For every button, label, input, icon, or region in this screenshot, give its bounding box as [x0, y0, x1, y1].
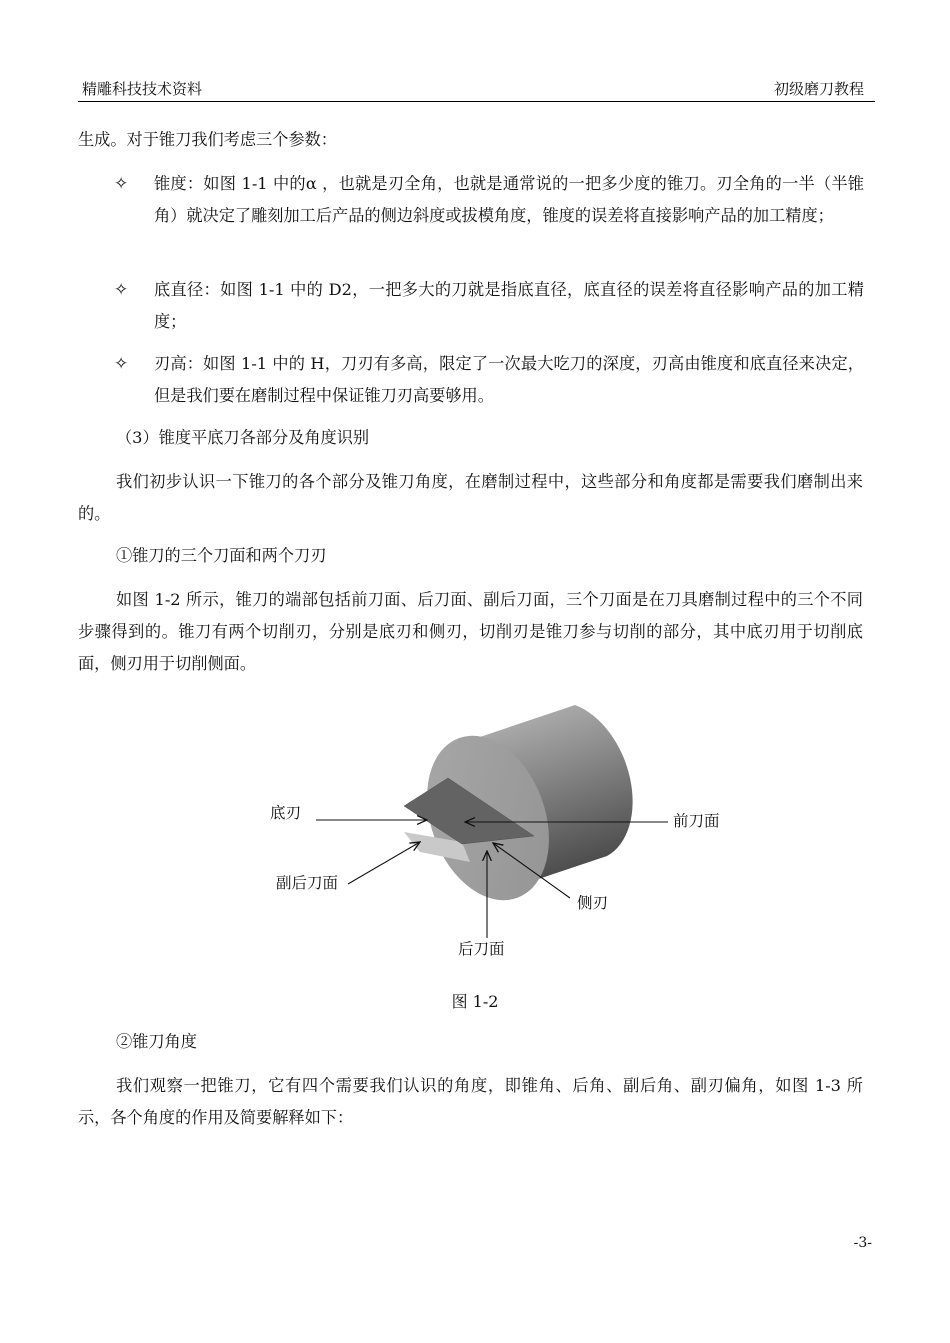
label-rake-face: 前刀面 — [673, 812, 720, 830]
bullet-icon: ✧ — [114, 354, 129, 374]
para-angles: 我们观察一把锥刀，它有四个需要我们认识的角度，即锥角、后角、副后角、副刃偏角，如图 1-3 所示，各个角度的作用及简要解释如下： — [78, 1076, 863, 1127]
bullet-text: 刃高：如图 1-1 中的 H，刀刃有多高，限定了一次最大吃刀的深度，刃高由锥度和底直径来决定，但是我们要在磨制过程中保证锥刀刃高要够用。 — [154, 354, 864, 405]
figure-caption: 图 1-2 — [451, 992, 499, 1011]
label-side-edge: 侧刃 — [577, 894, 609, 912]
header-left: 精雕科技技术资料 — [82, 80, 203, 98]
section3-title: （3）锥度平底刀各部分及角度识别 — [116, 428, 370, 447]
sub1-title: ①锥刀的三个刀面和两个刀刃 — [116, 546, 327, 565]
label-secondary-flank: 副后刀面 — [276, 874, 339, 892]
bullet-icon: ✧ — [114, 280, 129, 300]
para-faces-edges: 如图 1-2 所示，锥刀的端部包括前刀面、后刀面、副后刀面，三个刀面是在刀具磨制过程中的三个不同步骤得到的。锥刀有两个切削刃，分别是底刃和侧刃，切削刃是锥刀参与切削的部分，其中底刃用于切削底面，侧刃用于切削侧面。 — [78, 590, 863, 673]
bullet-text: 底直径：如图 1-1 中的 D2，一把多大的刀就是指底直径，底直径的误差将直径影响产品的加工精度； — [154, 280, 864, 331]
bullet-icon: ✧ — [114, 174, 129, 194]
intro-line: 生成。对于锥刀我们考虑三个参数： — [78, 130, 337, 149]
label-bottom-edge: 底刃 — [270, 804, 302, 822]
leader-secondary-flank — [348, 842, 420, 884]
para-intro-parts: 我们初步认识一下锥刀的各个部分及锥刀角度，在磨制过程中，这些部分和角度都是需要我们磨制出来的。 — [78, 472, 863, 523]
header-right: 初级磨刀教程 — [773, 80, 864, 98]
label-flank-face: 后刀面 — [458, 940, 505, 958]
bullet-text: 锥度：如图 1-1 中的α ，也就是刃全角，也就是通常说的一把多少度的锥刀。刃全角的一半（半锥角）就决定了雕刻加工后产品的侧边斜度或拔模角度，锥度的误差将直接影响产品的加工精度； — [154, 174, 864, 225]
page-number: -3- — [853, 1235, 872, 1251]
sub2-title: ②锥刀角度 — [116, 1032, 197, 1051]
